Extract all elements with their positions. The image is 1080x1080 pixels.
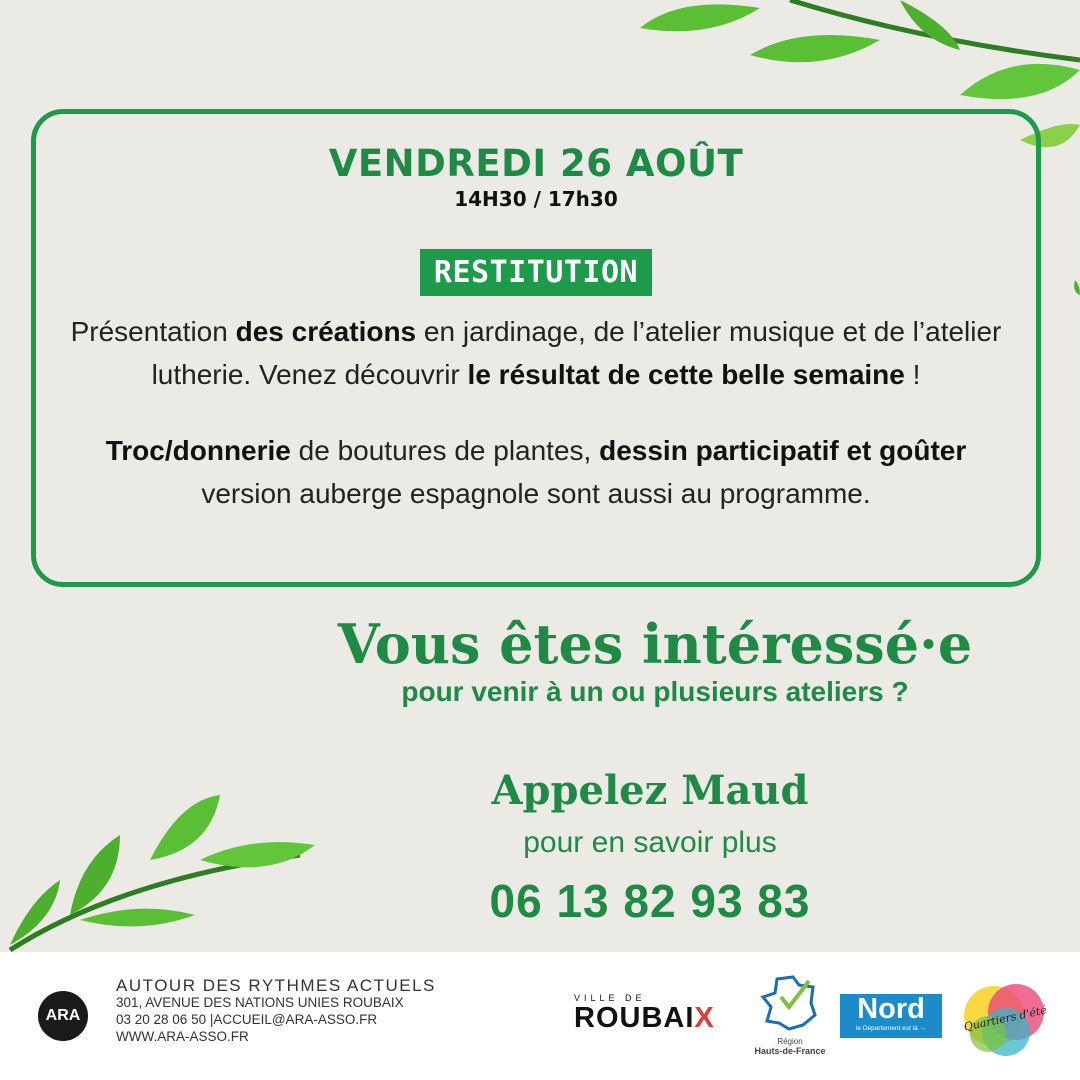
organization-info xyxy=(116,977,436,1045)
roubaix-logo: VILLE DE ROUBAIX xyxy=(574,993,715,1034)
call-subtext: pour en savoir plus xyxy=(523,826,777,859)
restitution-badge: RESTITUTION xyxy=(420,249,652,296)
region-hauts-de-france-logo: Région Hauts-de-France xyxy=(745,975,835,1056)
organization-website[interactable]: WWW.ARA-ASSO.FR xyxy=(116,1029,249,1044)
call-heading: Appelez Maud xyxy=(491,767,809,814)
ara-logo: ARA xyxy=(38,991,88,1041)
france-map-icon xyxy=(759,975,821,1033)
organization-name: AUTOUR DES RYTHMES ACTUELS xyxy=(116,976,436,995)
event-description: Présentation des créations en jardinage, de l’atelier musique et de l’atelier lutherie. Venez découvrir le résultat de cette belle semaine ! xyxy=(70,316,1002,390)
event-hours: 14H30 / 17h30 xyxy=(454,187,618,211)
interest-question-sub: pour venir à un ou plusieurs ateliers ? xyxy=(401,676,909,707)
event-card xyxy=(31,109,1041,587)
organization-contact[interactable]: 03 20 28 06 50 |ACCUEIL@ARA-ASSO.FR xyxy=(116,1012,378,1027)
event-program: Troc/donnerie de boutures de plantes, dessin participatif et goûter version auberge espagnole sont aussi au programme. xyxy=(105,435,967,509)
phone-number[interactable]: 06 13 82 93 83 xyxy=(489,875,811,927)
quartiers-d-ete-logo xyxy=(960,978,1052,1058)
leaves-bottom-left-decoration xyxy=(0,780,330,960)
nord-logo: Nord le Département est là → xyxy=(840,994,942,1038)
interest-question: Vous êtes intéressé·e xyxy=(337,612,973,676)
svg-text:Quartiers d'été: Quartiers d'été xyxy=(962,1003,1048,1034)
organization-address: 301, AVENUE DES NATIONS UNIES ROUBAIX xyxy=(116,995,404,1010)
event-date: VENDREDI 26 AOÛT xyxy=(328,142,744,185)
